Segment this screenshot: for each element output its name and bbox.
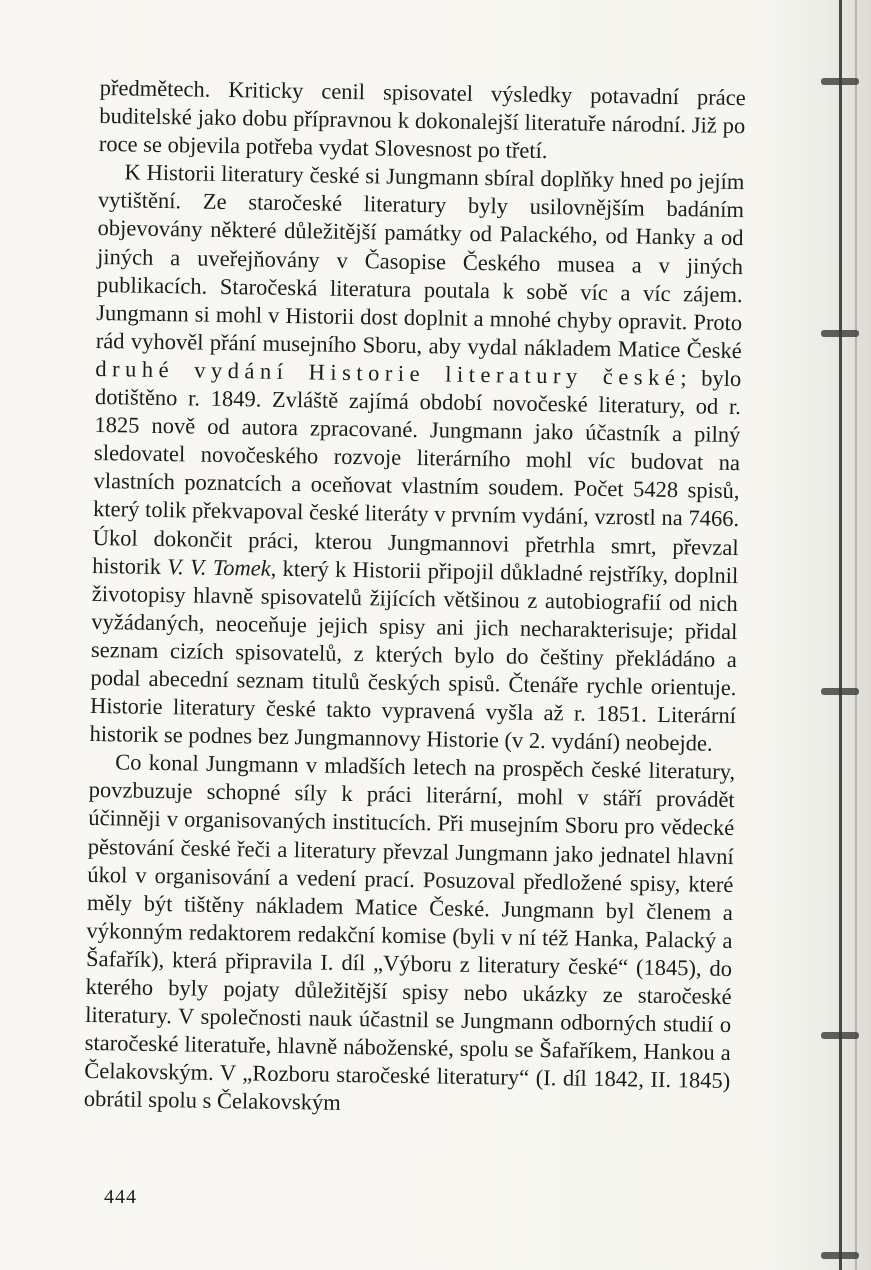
binding-stitch — [821, 1252, 859, 1259]
binding-stitch — [821, 330, 859, 337]
binding-edge — [811, 0, 871, 1270]
paragraph-2-part-3: , který k Historii připojil důkladné rejstříky, doplnil životopisy hlavně spisovatelů žijících většinou z autobiografií od nich vyžádaných, neoceňuje jejich spisy ani jich necharakterisuje; přidal seznam cizích spisovatelů, z kterých bylo do češtiny překládáno a podal abecední seznam titulů českých spisů. Čtenáře rychle orientuje. Historie literatury české takto vypravená vyšla až r. 1851. Literární historik se podnes bez Jungmannovy Historie (v 2. vydání) neobejde. — [89, 555, 739, 756]
paragraph-3: Co konal Jungmann v mladších letech na prospěch české literatury, povzbuzuje schopné síly k práci literární, mohl v stáří provádět účinněji v organisovaných institucích. Při musejním Sboru pro vědecké pěstování české řeči a literatury převzal Jungmann jako jednatel hlavní úkol v organisování a vedení prací. Posuzoval předložené spisy, které měly být tištěny nákladem Matice České. Jungmann byl členem a výkonným redaktorem redakční komise (byli v ní též Hanka, Palacký a Šafařík), která připravila I. díl „Výboru z literatury české“ (1845), do kterého byly pojaty důležitější spisy nebo ukázky ze staročeské literatury. V společnosti nauk účastnil se Jungmann odborných studií o staročeské literatuře, hlavně náboženské, spolu se Šafaříkem, Hankou a Čelakovským. V „Rozboru staročeské literatury“ (I. díl 1842, II. 1845) obrátil spolu s Čelakovským — [83, 749, 736, 1116]
paragraph-2-part-2: ; bylo dotištěno r. 1849. Zvláště zajímá období novočeské literatury, od r. 1825 nově od autora zpracované. Jungmann jako účastník a pilný sledovatel novočeského rozvoje literárního mohl víc budovat na vlastních poznatcích a oceňovat vlastním soudem. Počet 5428 spisů, který tolik překvapoval české literáty v prvním vydání, vzrostl na 7466. Úkol dokončit práci, kterou Jungmannovi přetrhla smrt, převzal historik — [92, 365, 742, 579]
author-name-tomek: V. V. Tomek — [167, 553, 271, 581]
binding-stitch — [821, 1032, 859, 1039]
paragraph-2 — [89, 158, 744, 758]
paragraph-1: předmětech. Kriticky cenil spisovatel výsledky potavadní práce buditelské jako dobu přípravnou k dokonalejší literatuře národní. Již po roce se objevila potřeba vydat Slovesnost po třetí. — [98, 74, 746, 164]
binding-stitch — [821, 78, 859, 85]
spine-line — [839, 0, 842, 1270]
page-number: 444 — [104, 1186, 137, 1208]
paragraph-2-part-1: K Historii literatury české si Jungmann sbíral doplňky hned po jejím vytištění. Ze staročeské literatury byly usilovnějším badáním objevovány některé důležitější památky od Palackého, od Hanky a od jiných a uveřejňovány v Časopise Českého musea a v jiných publikacích. Staročeská literatura poutala k sobě víc a víc zájem. Jungmann si mohl v Historii dost doplnit a mnohé chyby opravit. Proto rád vyhověl přání musejního Sboru, aby vydal nákladem Matice České — [95, 159, 745, 363]
spaced-title: druhé vydání Historie literatury české — [95, 355, 681, 391]
page-edge-line — [855, 0, 857, 1270]
binding-stitch — [821, 688, 859, 695]
body-text — [84, 74, 746, 1123]
